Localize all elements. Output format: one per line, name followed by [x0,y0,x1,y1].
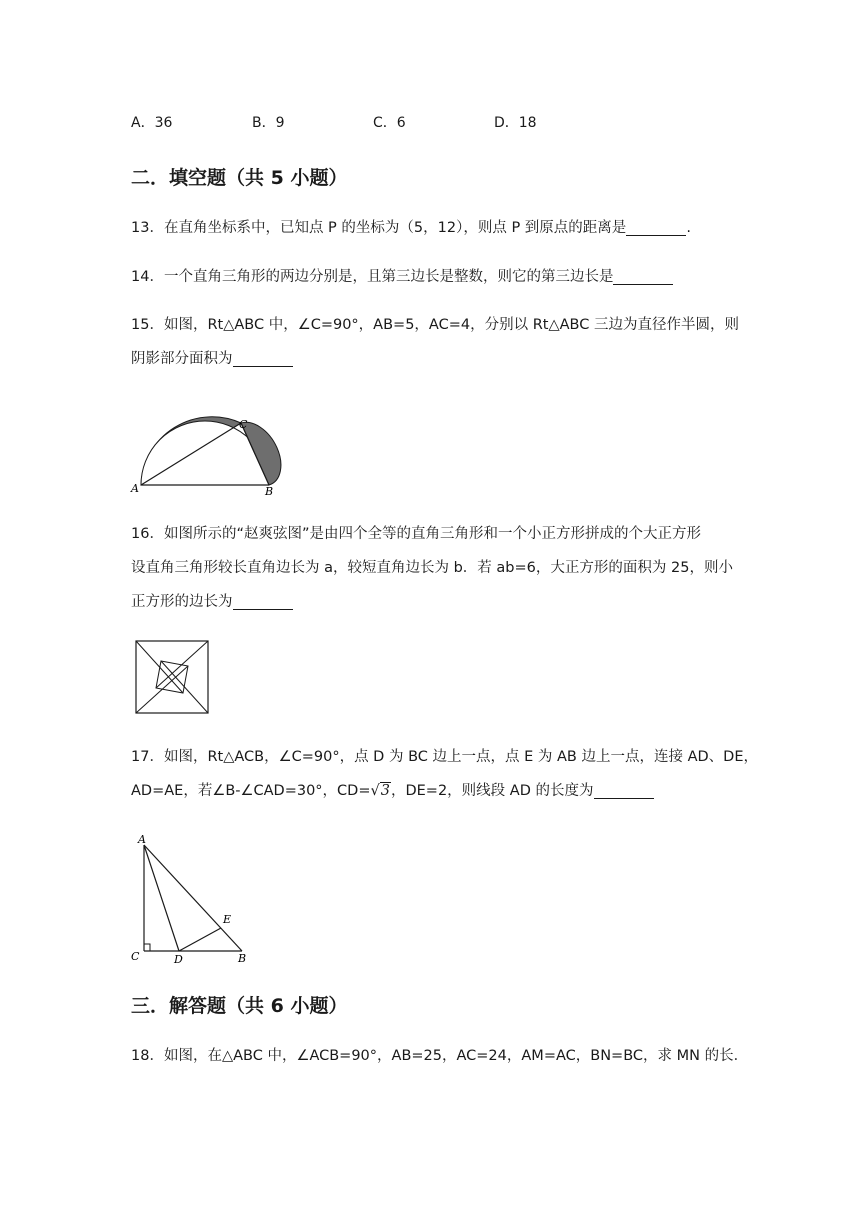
q16-blank [233,593,293,610]
figure-17 [128,830,258,968]
label-e: E [223,913,232,926]
q13-text: 13．在直角坐标系中，已知点 P 的坐标为（5，12），则点 P 到原点的距离是 [131,220,627,236]
q13-blank [626,219,686,236]
figure-16 [135,640,210,715]
question-15 [131,308,741,376]
label-b: B [238,952,247,965]
segment-de [179,928,221,951]
q14-blank [613,268,673,285]
figure-15 [128,395,298,500]
segment-ad [144,845,179,951]
question-17 [131,740,758,808]
label-d: D [174,953,183,966]
option-b: B．9 [252,115,285,131]
q16-line2: 设直角三角形较长直角边长为 a，较短直角边长为 b．若 ab=6，大正方形的面积为 25，则小 [131,560,733,576]
q14-text: 14．一个直角三角形的两边分别是，且第三边长是整数，则它的第三边长是 [131,269,614,285]
segment-ab [144,845,242,951]
right-angle-mark [144,944,150,951]
sqrt-symbol: √3 [370,783,390,799]
option-d: D．18 [494,115,537,131]
q17-line2b: ，DE=2，则线段 AD 的长度为 [390,783,594,799]
label-c: C [239,418,248,431]
question-14 [131,260,741,294]
option-a: A．36 [131,115,173,131]
q17-line1: 17．如图，Rt△ACB，∠C=90°，点 D 为 BC 边上一点，点 E 为 AB 边上一点，连接 AD、DE， [131,749,758,765]
section3-title: 三．解答题（共 6 小题） [131,995,348,1017]
question-16 [131,517,741,619]
q17-blank [594,782,654,799]
section2-title: 二．填空题（共 5 小题） [131,167,348,189]
q16-line3: 正方形的边长为 [131,594,233,610]
question-13 [131,211,741,245]
q15-blank [233,350,293,367]
q16-line1: 16．如图所示的“赵爽弦图”是由四个全等的直角三角形和一个小正方形拼成的个大正方形 [131,526,701,542]
label-c: C [131,950,140,963]
label-a: A [138,833,146,846]
sqrt-value: 3 [380,783,390,799]
q18-text: 18．如图，在△ABC 中，∠ACB=90°，AB=25，AC=24，AM=AC，BN=BC，求 MN 的长． [131,1048,749,1064]
inner-square [156,661,188,693]
q17-line2a: AD=AE，若∠B-∠CAD=30°，CD= [131,783,371,799]
outer-square [136,641,208,713]
option-c: C．6 [373,115,406,131]
q15-line1: 15．如图，Rt△ABC 中，∠C=90°，AB=5，AC=4，分别以 Rt△ABC 三边为直径作半圆，则 [131,317,739,333]
label-b: B [265,485,274,498]
question-18 [131,1039,749,1073]
q13-tail: . [686,220,691,236]
q15-line2: 阴影部分面积为 [131,351,233,367]
label-a: A [131,482,139,495]
